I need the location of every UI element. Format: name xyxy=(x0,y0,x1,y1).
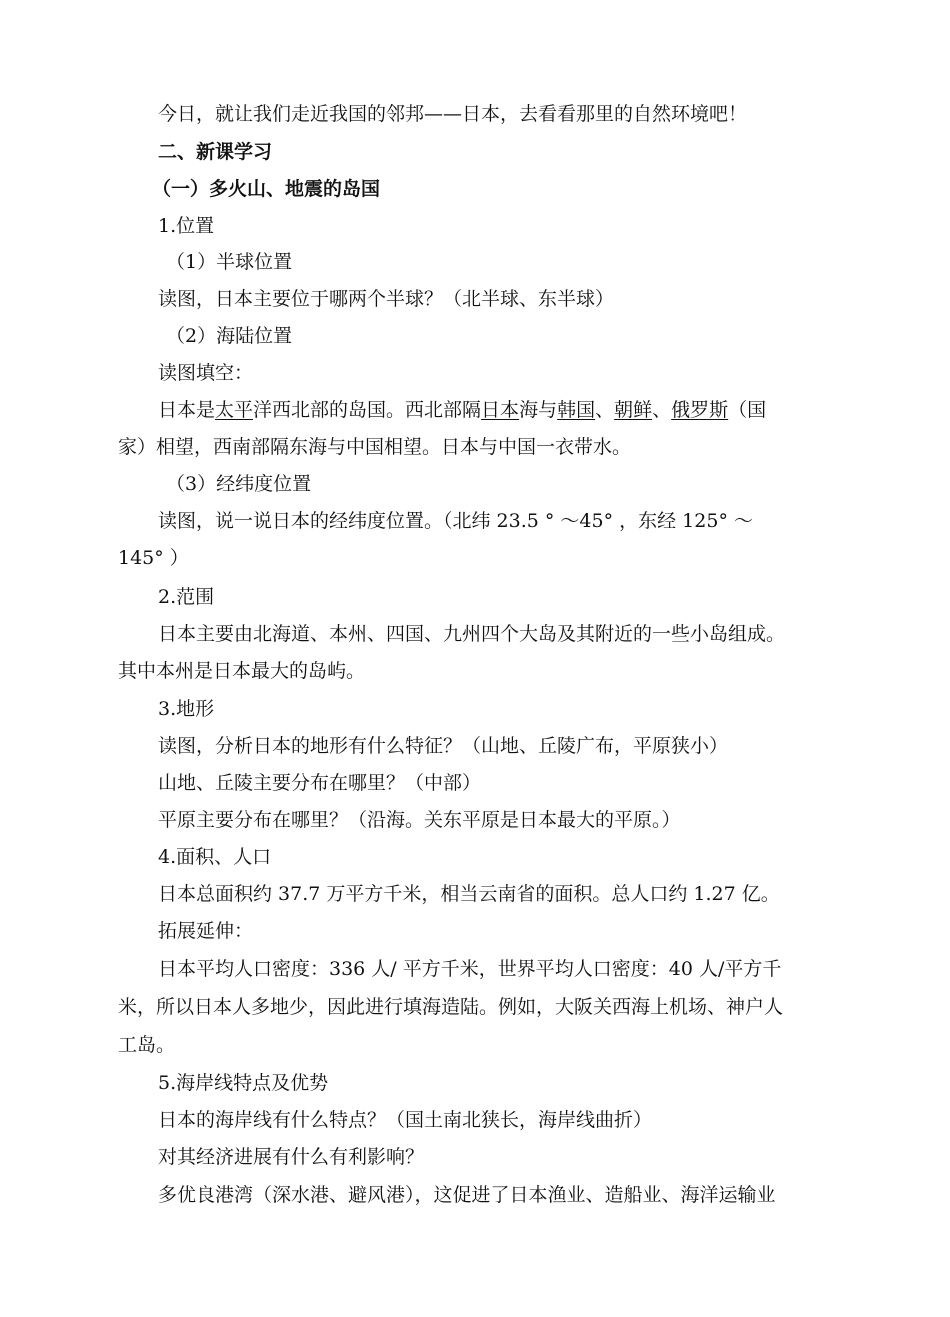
subsection-heading-island-country: （一）多火山、地震的岛国 xyxy=(152,178,381,200)
text-fragment: 日本是 xyxy=(158,399,216,421)
text-fragment: 海与 xyxy=(519,399,558,421)
sea-land-paragraph-line1 xyxy=(158,398,766,422)
heading-location: 1.位置 xyxy=(158,215,215,237)
section-heading-new-lesson: 二、新课学习 xyxy=(158,141,273,163)
area-population-text: 日本总面积约 37.7 万平方千米，相当云南省的面积。总人口约 1.27 亿。 xyxy=(158,883,780,905)
heading-extent: 2.范围 xyxy=(158,586,215,608)
text-fragment: 、 xyxy=(652,399,672,421)
heading-hemisphere-position: （1）半球位置 xyxy=(166,251,293,273)
extension-paragraph-line1: 日本平均人口密度：336 人/ 平方千米，世界平均人口密度：40 人/平方千 xyxy=(158,958,782,980)
heading-area-population: 4.面积、人口 xyxy=(158,846,272,868)
intro-paragraph: 今日，就让我们走近我国的邻邦——日本，去看看那里的自然环境吧！ xyxy=(158,103,748,125)
answer-economic-impact: 多优良港湾（深水港、避风港），这促进了日本渔业、造船业、海洋运输业 xyxy=(158,1184,776,1206)
extent-paragraph-line1: 日本主要由北海道、本州、四国、九州四个大岛及其附近的一些小岛组成。 xyxy=(158,623,786,645)
question-plain-distribution: 平原主要分布在哪里？（沿海。关东平原是日本最大的平原。） xyxy=(158,809,681,831)
fill-in-instruction: 读图填空： xyxy=(158,362,254,384)
answer-blank-japan: 日本 xyxy=(481,399,520,421)
text-fragment: （国 xyxy=(728,399,767,421)
extent-paragraph-line2: 其中本州是日本最大的岛屿。 xyxy=(118,660,366,682)
question-coastline-feature: 日本的海岸线有什么特点？（国土南北狭长，海岸线曲折） xyxy=(158,1109,653,1131)
heading-sea-land-position: （2）海陆位置 xyxy=(166,325,293,347)
answer-blank-korea: 韩国 xyxy=(557,399,596,421)
question-mountain-distribution: 山地、丘陵主要分布在哪里？（中部） xyxy=(158,772,482,794)
question-lat-long-line1: 读图，说一说日本的经纬度位置。（北纬 23.5 ° ～45° ，东经 125° ～ xyxy=(158,510,753,532)
heading-coastline: 5.海岸线特点及优势 xyxy=(158,1072,329,1094)
answer-blank-russia: 俄罗斯 xyxy=(671,399,729,421)
text-fragment: 、 xyxy=(595,399,615,421)
question-terrain-feature: 读图，分析日本的地形有什么特征？（山地、丘陵广布，平原狭小） xyxy=(158,735,729,757)
answer-blank-pacific: 太平 xyxy=(215,399,254,421)
heading-lat-long-position: （3）经纬度位置 xyxy=(166,473,312,495)
answer-blank-dprk: 朝鲜 xyxy=(614,399,653,421)
question-economic-impact: 对其经济进展有什么有利影响？ xyxy=(158,1146,425,1168)
question-lat-long-line2: 145° ） xyxy=(118,547,189,569)
text-fragment: 洋西北部的岛国。西北部隔 xyxy=(253,399,482,421)
extension-paragraph-line3: 工岛。 xyxy=(118,1034,176,1056)
sea-land-paragraph-line2: 家）相望，西南部隔东海与中国相望。日本与中国一衣带水。 xyxy=(118,436,632,458)
extension-label: 拓展延伸： xyxy=(158,920,254,942)
extension-paragraph-line2: 米，所以日本人多地少，因此进行填海造陆。例如，大阪关西海上机场、神户人 xyxy=(118,996,784,1018)
question-hemisphere: 读图，日本主要位于哪两个半球？（北半球、东半球） xyxy=(158,288,615,310)
heading-terrain: 3.地形 xyxy=(158,698,215,720)
